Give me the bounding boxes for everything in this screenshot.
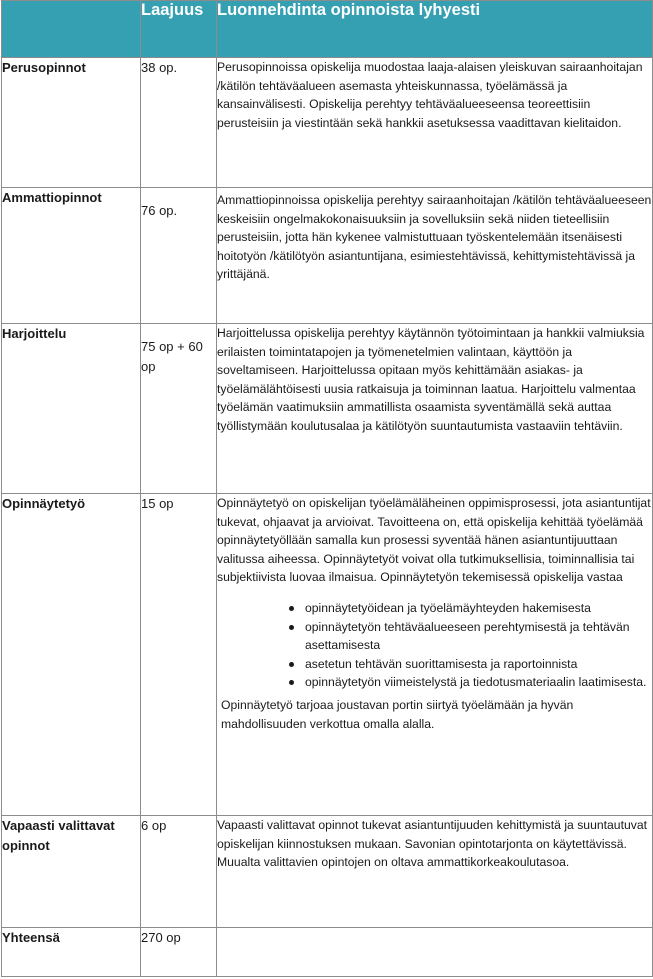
row-name: Harjoittelu (2, 324, 141, 494)
study-structure-table (1, 0, 653, 977)
table-row (2, 188, 653, 324)
row-description: Ammattiopinnoissa opiskelija perehtyy sairaanhoitajan /kätilön tehtäväalueeseen keskeisiin ongelmakokonaisuuksiin ja sovelluksiin sekä niiden tieteellisiin perusteisiin, jotta hän kykenee valmistuttuaan työskentelemään itsenäisesti hoitotyön /kätilötyön asiantuntijana, esimiestehtävissä, kehittymistehtävissä ja yrittäjänä. (217, 193, 652, 282)
header-empty (2, 1, 141, 58)
row-description-cell (217, 494, 653, 816)
row-name: Yhteensä (2, 928, 141, 977)
row-credits: 270 op (141, 928, 217, 977)
list-item: asetetun tehtävän suorittamisesta ja raportoinnista (289, 655, 652, 674)
row-name: Opinnäytetyö (2, 494, 141, 816)
row-description: Perusopinnoissa opiskelija muodostaa laaja-alaisen yleiskuvan sairaanhoitajan /kätilön tehtäväalueen asemasta yhteiskunnassa, työelämässä ja kansainvälisesti. Opiskelija perehtyy tehtäväalueeseensa teoreettisiin perusteisiin ja viestintään sekä hankkii asetuksessa vaadittavan kielitaidon. (217, 58, 653, 188)
table-row (2, 494, 653, 816)
header-description: Luonnehdinta opinnoista lyhyesti (217, 1, 653, 58)
row-credits-cell (141, 324, 217, 494)
row-description-tail: Opinnäytetyö tarjoaa joustavan portin siirtyä työelämään ja hyvän mahdollisuuden verkottua omalla alalla. (221, 697, 574, 731)
row-name: Vapaasti valittavat opinnot (2, 816, 141, 928)
list-item: opinnäytetyön viimeistelystä ja tiedotusmateriaalin laatimisesta. (289, 673, 652, 692)
table-row (2, 324, 653, 494)
row-description: Opinnäytetyö on opiskelijan työelämäläheinen oppimisprosessi, jota asiantuntijat tukevat, ohjaavat ja arvioivat. Tavoitteena on, että opiskelija kehittää työelämää opinnäytetyöllään samalla kun prosessi syventää hänen asiantuntijuuttaan valitussa aiheessa. Opinnäytetyöt voivat olla tutkimuksellisia, toiminnallisia tai subjektiivista luovaa ilmaisua. Opinnäytetyön tekemisessä opiskelija vastaa (217, 496, 651, 585)
row-credits-cell (141, 188, 217, 324)
table-row (2, 58, 653, 188)
row-credits: 38 op. (141, 58, 217, 188)
row-credits: 75 op + 60 op (141, 339, 203, 374)
table-row (2, 816, 653, 928)
header-row (2, 1, 653, 58)
list-item: opinnäytetyön tehtäväalueeseen perehtymisestä ja tehtävän asettamisesta (289, 618, 652, 655)
row-description (217, 928, 653, 977)
row-name: Ammattiopinnot (2, 188, 141, 324)
row-name: Perusopinnot (2, 58, 141, 188)
row-credits: 6 op (141, 816, 217, 928)
row-description: Vapaasti valittavat opinnot tukevat asiantuntijuuden kehittymistä ja suuntautuvat opiskelijan kiinnostuksen mukaan. Savonian opintotarjonta on käytettävissä. Muualta valittavien opintojen on oltava ammattikorkeakoulutasoa. (217, 816, 653, 928)
responsibility-list (217, 599, 652, 692)
row-description: Harjoittelussa opiskelija perehtyy käytännön työtoimintaan ja hankkii valmiuksia erilaisten toimintatapojen ja työmenetelmien valintaan, käyttöön ja soveltamiseen. Harjoittelussa opitaan myös kehittämään asiakas- ja työelämälähtöisesti uusia ratkaisuja ja toiminnan laatua. Harjoittelu valmentaa työelämän vaatimuksiin ammatillista osaamista syventämällä sekä auttaa työllistymään koulutusalaa ja kätilötyön suuntautumista vastaaviin tehtäviin. (217, 324, 653, 494)
header-scope: Laajuus (141, 1, 217, 58)
row-credits: 15 op (141, 494, 217, 816)
row-description-cell (217, 188, 653, 324)
list-item: opinnäytetyöidean ja työelämäyhteyden hakemisesta (289, 599, 652, 618)
table-row-total (2, 928, 653, 977)
row-credits: 76 op. (141, 203, 178, 218)
